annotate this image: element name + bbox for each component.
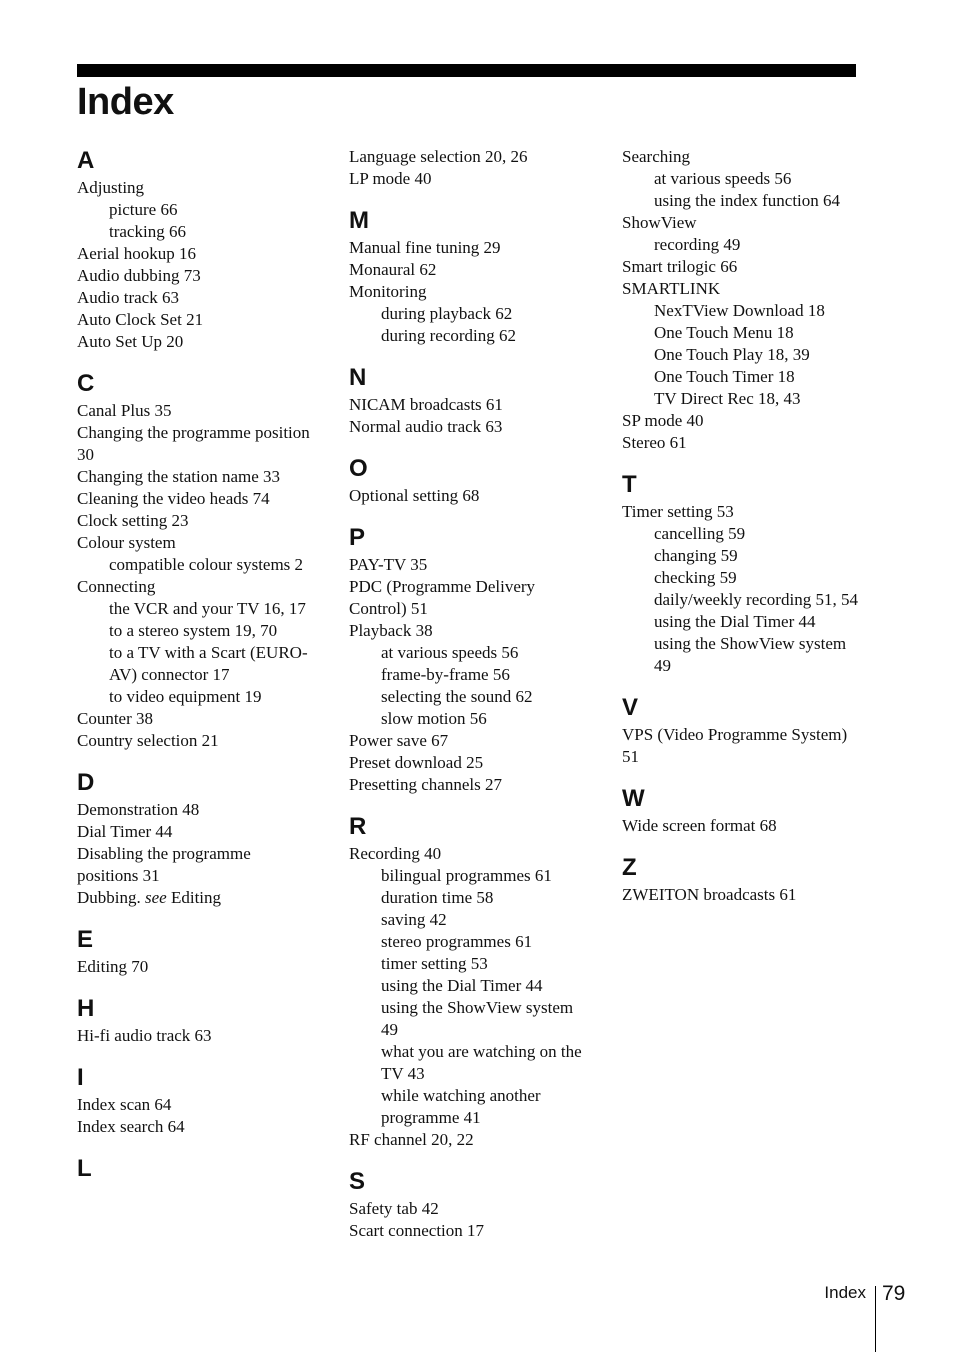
index-entry: Country selection 21	[77, 731, 219, 750]
index-entry: Editing 70	[77, 957, 149, 976]
index-section	[349, 454, 584, 507]
index-entry: Colour system	[77, 533, 176, 552]
index-entry: Changing the station name 33	[77, 467, 281, 486]
section-letter: N	[349, 364, 367, 391]
index-entry: Wide screen format 68	[622, 816, 777, 835]
index-entry: Audio dubbing 73	[77, 266, 201, 285]
index-section	[349, 206, 584, 347]
index-section	[349, 812, 584, 1151]
index-subentry: One Touch Menu 18	[654, 323, 794, 342]
index-section	[349, 1167, 584, 1242]
index-subentry: recording 49	[654, 235, 741, 254]
index-subentry: compatible colour systems 2	[109, 555, 304, 574]
section-letter: O	[349, 455, 368, 482]
index-entry: Smart trilogic 66	[622, 257, 738, 276]
index-column-3	[622, 146, 862, 922]
section-letter: P	[349, 524, 366, 551]
index-entry: Dial Timer 44	[77, 822, 173, 841]
index-section	[77, 925, 312, 978]
index-subentry: duration time 58	[381, 888, 494, 907]
section-letter: E	[77, 926, 94, 953]
index-subentry: to a TV with a Scart (EURO-AV) connector 17	[109, 643, 308, 684]
index-subentry: NexTView Download 18	[654, 301, 825, 320]
section-letter: R	[349, 813, 367, 840]
index-section	[622, 470, 862, 677]
index-subentry: using the index function 64	[654, 191, 841, 210]
section-letter: H	[77, 995, 95, 1022]
index-section	[77, 994, 312, 1047]
index-section	[622, 784, 862, 837]
index-subentry: One Touch Timer 18	[654, 367, 795, 386]
section-letter: T	[622, 471, 637, 498]
index-entry: SMARTLINK	[622, 279, 721, 298]
index-entry: Audio track 63	[77, 288, 179, 307]
section-letter: Z	[622, 854, 637, 881]
index-subentry: changing 59	[654, 546, 738, 565]
index-section	[77, 1154, 312, 1184]
section-letter: D	[77, 769, 95, 796]
index-subentry: the VCR and your TV 16, 17	[109, 599, 306, 618]
index-section	[622, 693, 862, 768]
index-entry: Language selection 20, 26	[349, 147, 528, 166]
index-subentry: timer setting 53	[381, 954, 488, 973]
index-section	[77, 1063, 312, 1138]
index-subentry: daily/weekly recording 51, 54	[654, 590, 858, 609]
index-entry: Demonstration 48	[77, 800, 200, 819]
index-entry: Auto Set Up 20	[77, 332, 184, 351]
entry-term: Dubbing.	[77, 888, 141, 907]
index-subentry: tracking 66	[109, 222, 186, 241]
index-entry: SP mode 40	[622, 411, 704, 430]
footer-section-label: Index	[824, 1283, 866, 1302]
see-reference: see	[145, 888, 167, 907]
index-entry: Preset download 25	[349, 753, 484, 772]
index-subentry: bilingual programmes 61	[381, 866, 552, 885]
index-entry: Power save 67	[349, 731, 449, 750]
index-entry: PDC (Programme Delivery Control) 51	[349, 577, 536, 618]
section-letter: S	[349, 1168, 366, 1195]
index-entry: Safety tab 42	[349, 1199, 439, 1218]
index-entry: ShowView	[622, 213, 697, 232]
index-entry: Optional setting 68	[349, 486, 480, 505]
title-rule	[77, 64, 856, 77]
index-subentry: picture 66	[109, 200, 178, 219]
section-letter: I	[77, 1064, 84, 1091]
index-entry: NICAM broadcasts 61	[349, 395, 503, 414]
index-entry: Hi-fi audio track 63	[77, 1026, 212, 1045]
index-entry: Cleaning the video heads 74	[77, 489, 270, 508]
index-subentry: while watching another programme 41	[381, 1086, 541, 1127]
index-subentry: using the ShowView system 49	[381, 998, 574, 1039]
section-letter: W	[622, 785, 645, 812]
index-subentry: at various speeds 56	[654, 169, 792, 188]
index-section	[622, 146, 862, 454]
index-entry: Index search 64	[77, 1117, 185, 1136]
section-letter: A	[77, 147, 95, 174]
index-entry: Monaural 62	[349, 260, 437, 279]
index-entry: ZWEITON broadcasts 61	[622, 885, 797, 904]
index-entry: RF channel 20, 22	[349, 1130, 474, 1149]
index-section	[77, 369, 312, 752]
index-entry: LP mode 40	[349, 169, 432, 188]
index-entry: Searching	[622, 147, 690, 166]
index-entry: Manual fine tuning 29	[349, 238, 501, 257]
index-section	[622, 853, 862, 906]
see-target: Editing	[166, 888, 222, 907]
index-subentry: at various speeds 56	[381, 643, 519, 662]
index-section	[349, 523, 584, 796]
index-entry: Adjusting	[77, 178, 145, 197]
section-letter: M	[349, 207, 369, 234]
index-entry: Timer setting 53	[622, 502, 734, 521]
index-entry: Disabling the programme positions 31	[77, 844, 251, 885]
index-column-1	[77, 146, 312, 1200]
index-subentry: what you are watching on the TV 43	[381, 1042, 582, 1083]
index-subentry: during playback 62	[381, 304, 513, 323]
index-subentry: saving 42	[381, 910, 447, 929]
index-entry: Stereo 61	[622, 433, 687, 452]
index-entry: Changing the programme position 30	[77, 423, 310, 464]
index-subentry: cancelling 59	[654, 524, 746, 543]
section-letter: V	[622, 694, 639, 721]
index-subentry: TV Direct Rec 18, 43	[654, 389, 801, 408]
index-subentry: checking 59	[654, 568, 737, 587]
index-entry	[77, 887, 312, 909]
index-entry: Connecting	[77, 577, 156, 596]
page-title: Index	[77, 81, 174, 123]
index-subentry: stereo programmes 61	[381, 932, 533, 951]
index-entry: Counter 38	[77, 709, 154, 728]
index-section	[77, 146, 312, 353]
index-entry: Recording 40	[349, 844, 442, 863]
index-column-2	[349, 146, 584, 1258]
index-entry: Presetting channels 27	[349, 775, 502, 794]
index-subentry: to a stereo system 19, 70	[109, 621, 278, 640]
index-entry: Normal audio track 63	[349, 417, 503, 436]
index-entry: VPS (Video Programme System) 51	[622, 725, 848, 766]
footer-divider	[875, 1286, 876, 1352]
section-letter: L	[77, 1155, 92, 1182]
index-subentry: using the ShowView system 49	[654, 634, 847, 675]
index-section	[349, 363, 584, 438]
index-subentry: slow motion 56	[381, 709, 487, 728]
index-entry: Clock setting 23	[77, 511, 189, 530]
index-subentry: frame-by-frame 56	[381, 665, 510, 684]
index-subentry: One Touch Play 18, 39	[654, 345, 810, 364]
index-entry: Auto Clock Set 21	[77, 310, 204, 329]
index-entry: Monitoring	[349, 282, 427, 301]
index-subentry: selecting the sound 62	[381, 687, 533, 706]
index-subentry: using the Dial Timer 44	[654, 612, 816, 631]
index-subentry: using the Dial Timer 44	[381, 976, 543, 995]
index-subentry: during recording 62	[381, 326, 517, 345]
index-section	[77, 768, 312, 909]
index-subentry: to video equipment 19	[109, 687, 262, 706]
index-entry: PAY-TV 35	[349, 555, 428, 574]
index-entry: Scart connection 17	[349, 1221, 485, 1240]
index-section	[349, 146, 584, 190]
index-entry: Index scan 64	[77, 1095, 172, 1114]
index-entry: Aerial hookup 16	[77, 244, 196, 263]
page-number: 79	[882, 1282, 906, 1305]
section-letter: C	[77, 370, 95, 397]
index-entry: Playback 38	[349, 621, 433, 640]
index-entry: Canal Plus 35	[77, 401, 172, 420]
